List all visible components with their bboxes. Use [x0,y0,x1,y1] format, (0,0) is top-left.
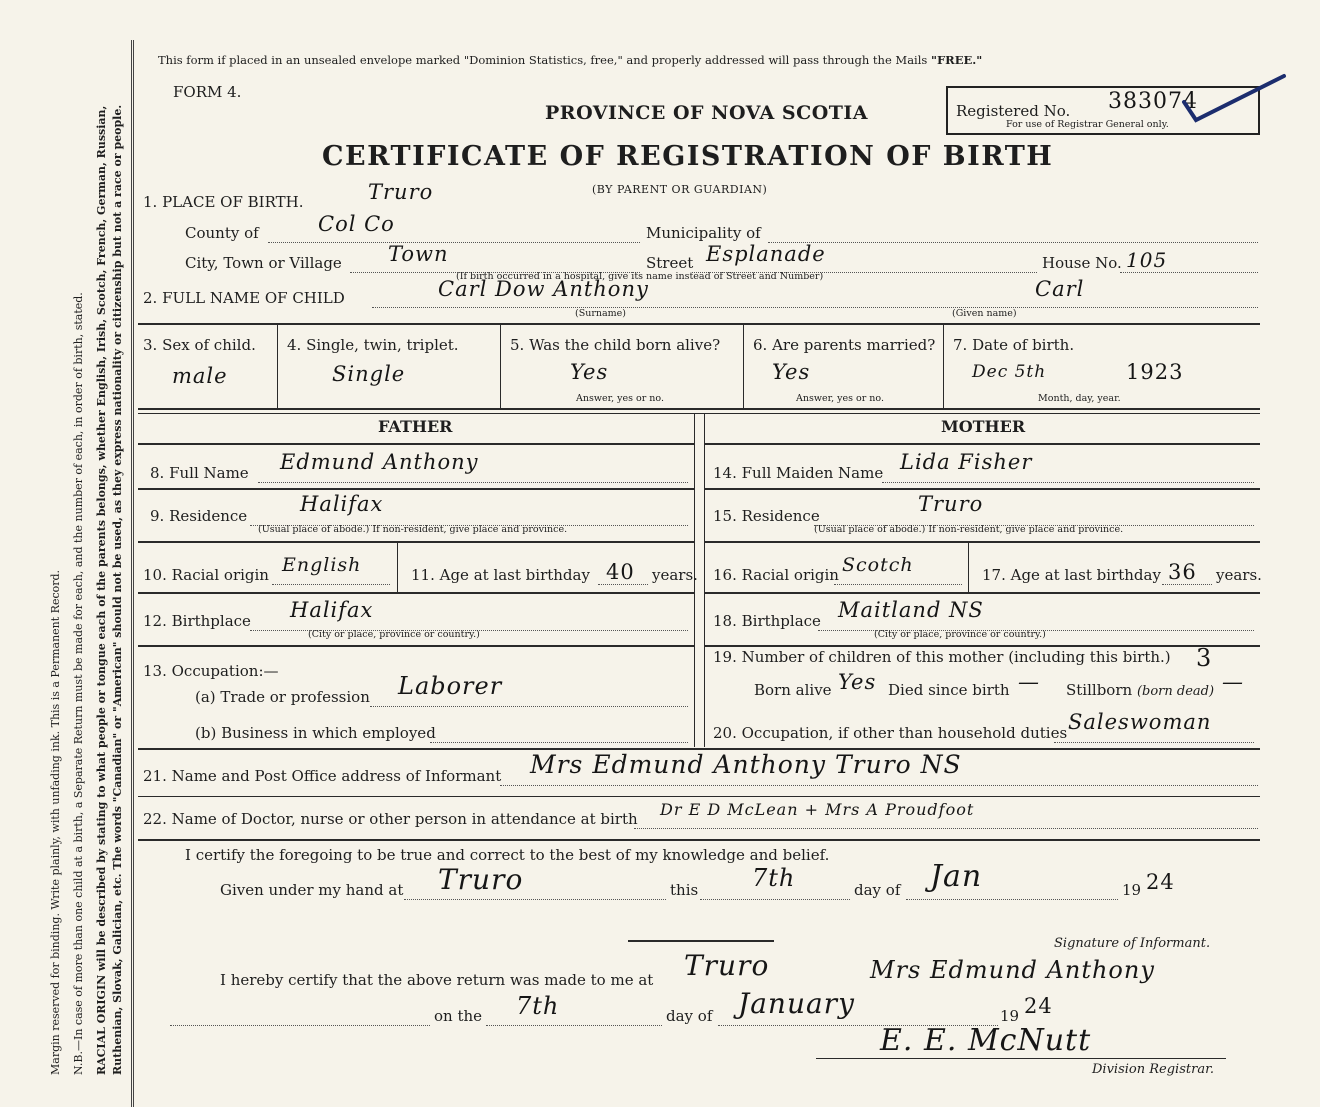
mother-racial-label: 16. Racial origin [713,566,839,584]
mother-birthplace-caption: (City or place, province or country.) [874,629,1046,640]
registrar-day-value: 7th [516,992,560,1020]
informant-value: Mrs Edmund Anthony Truro NS [530,750,962,779]
father-age-label: 11. Age at last birthday [411,566,590,584]
father-birthplace-label: 12. Birthplace [143,612,251,630]
father-name-value: Edmund Anthony [280,450,479,474]
place-of-birth-label: 1. PLACE OF BIRTH. [143,193,304,211]
plurality-value: Single [332,362,406,386]
dob-value: Dec 5th [972,362,1047,382]
mother-birthplace-label: 18. Birthplace [713,612,821,630]
registrar-year-value: 24 [1024,994,1053,1018]
checkmark-icon [1180,72,1290,132]
born-alive-count-value: Yes [838,670,877,694]
dob-year: 1923 [1126,360,1184,384]
surname-caption: (Surname) [575,308,626,319]
registrar-signature: E. E. McNutt [880,1023,1092,1058]
city-label: City, Town or Village [185,254,342,272]
born-alive-value: Yes [570,360,609,384]
died-since-birth-label: Died since birth [888,681,1010,699]
certify-month-value: Jan [930,859,983,894]
mother-residence-caption: (Usual place of abode.) If non-resident, give place and province. [814,524,1124,535]
died-since-birth-value: — [1018,670,1040,694]
parents-married-caption: Answer, yes or no. [796,393,885,404]
informant-signature-caption: Signature of Informant. [1054,936,1211,951]
binding-margin-line [131,40,134,1107]
parents-married-value: Yes [772,360,811,384]
certificate-subtitle: (BY PARENT OR GUARDIAN) [592,183,768,196]
sex-value: male [172,364,228,388]
mail-notice: This form if placed in an unsealed envelope marked "Dominion Statistics, free," and properly addressed will pass through the Mails "FREE." [158,53,983,67]
born-alive-label: 5. Was the child born alive? [510,336,721,354]
given-under-hand-label: Given under my hand at [220,881,404,899]
street-label: Street [646,254,694,272]
sex-label: 3. Sex of child. [143,336,256,354]
mother-name-value: Lida Fisher [900,450,1033,474]
father-residence-caption: (Usual place of abode.) If non-resident, give place and province. [258,524,568,535]
informant-label: 21. Name and Post Office address of Informant [143,767,502,785]
mother-racial-value: Scotch [842,554,914,576]
doctor-label: 22. Name of Doctor, nurse or other person in attendance at birth [143,810,638,828]
mother-age-label: 17. Age at last birthday [982,566,1161,584]
rule-row3-bottom [138,408,1260,410]
plurality-label: 4. Single, twin, triplet. [287,336,459,354]
father-age-value: 40 [606,560,635,584]
certify-statement: I certify the foregoing to be true and correct to the best of my knowledge and belief. [185,846,830,864]
rule-row3-top [138,323,1260,325]
mother-residence-value: Truro [918,492,984,516]
child-surname-value: Carl Dow Anthony [438,277,649,301]
given-name-caption: (Given name) [952,308,1017,319]
informant-signature: Mrs Edmund Anthony [870,956,1155,984]
municipality-label: Municipality of [646,224,761,242]
hospital-note: (If birth occurred in a hospital, give its name instead of Street and Number) [456,271,824,282]
doctor-value: Dr E D McLean + Mrs A Proudfoot [660,800,975,819]
mother-birthplace-value: Maitland NS [838,598,984,622]
certify-day-of-label: day of [854,881,901,899]
registrar-statement: I hereby certify that the above return was made to me at [220,971,654,989]
certificate-title: CERTIFICATE OF REGISTRATION OF BIRTH [322,141,1054,172]
registrar-place-value: Truro [684,949,770,982]
father-name-label: 8. Full Name [150,464,249,482]
margin-note-3: RACIAL ORIGIN will be described by stating to what people or tongue each of the parents belongs, whether English, Irish, Scotch, French, German, Russian, [95,105,108,1075]
registrar-day-of-label: day of [666,1007,713,1025]
parents-married-label: 6. Are parents married? [753,336,936,354]
certify-year-prefix: 19 [1122,881,1142,899]
certify-day-value: 7th [752,864,796,892]
father-racial-value: English [282,554,362,576]
child-given-value: Carl [1035,277,1085,301]
house-value: 105 [1126,248,1168,272]
father-occupation-label: 13. Occupation:— [143,662,279,680]
father-racial-label: 10. Racial origin [143,566,269,584]
registrar-year-prefix: 19 [1000,1007,1020,1025]
margin-note-4: Ruthenian, Slovak, Galician, etc. The words "Canadian" or "American" should not be used, as they express nationality or citizenship but not a race or people. [111,104,124,1075]
margin-note-1: Margin reserved for binding. Write plainly, with unfading ink. This is a Permanent Record. [49,569,62,1075]
registrar-month-value: January [738,987,855,1020]
house-label: House No. [1042,254,1122,272]
form-number: FORM 4. [173,83,242,101]
mother-residence-label: 15. Residence [713,507,820,525]
father-birthplace-value: Halifax [290,598,374,622]
born-alive-count-label: Born alive [754,681,832,699]
margin-note-2: N.B.—In case of more than one child at a birth, a Separate Return must be made for each, and the number of each, in order of birth, stated. [72,292,85,1075]
children-count-label: 19. Number of children of this mother (including this birth.) [713,648,1171,666]
this-label: this [670,881,699,899]
registrar-on-the-label: on the [434,1007,483,1025]
registered-label: Registered No. [956,102,1071,120]
mother-age-value: 36 [1168,560,1197,584]
children-count-value: 3 [1196,644,1213,672]
certify-year-value: 24 [1146,870,1175,894]
father-residence-value: Halifax [300,492,384,516]
registrar-note: For use of Registrar General only. [1006,119,1169,130]
mother-name-label: 14. Full Maiden Name [713,464,884,482]
father-birthplace-caption: (City or place, province or country.) [308,629,480,640]
born-alive-caption: Answer, yes or no. [576,393,665,404]
mother-heading: MOTHER [941,417,1026,436]
father-years-label: years. [652,566,698,584]
given-place-value: Truro [438,863,524,896]
city-value: Town [388,242,449,266]
dob-caption: Month, day, year. [1038,393,1121,404]
division-registrar-caption: Division Registrar. [1092,1062,1214,1077]
child-name-label: 2. FULL NAME OF CHILD [143,289,345,307]
stillborn-value: — [1222,670,1244,694]
mother-years-label: years. [1216,566,1262,584]
stillborn-label: Stillborn (born dead) [1066,681,1215,699]
mother-occupation-label: 20. Occupation, if other than household duties [713,724,1068,742]
place-of-birth-value: Truro [368,180,434,204]
registered-value: 383074 [1108,89,1198,114]
county-value: Col Co [318,212,395,236]
dob-label: 7. Date of birth. [953,336,1075,354]
trade-value: Laborer [398,672,503,700]
trade-label: (a) Trade or profession [195,688,370,706]
province-heading: PROVINCE OF NOVA SCOTIA [545,102,869,124]
father-heading: FATHER [378,417,453,436]
mother-occupation-value: Saleswoman [1068,710,1212,734]
county-label: County of [185,224,259,242]
business-label: (b) Business in which employed [195,724,436,742]
street-value: Esplanade [706,242,826,266]
father-residence-label: 9. Residence [150,507,248,525]
